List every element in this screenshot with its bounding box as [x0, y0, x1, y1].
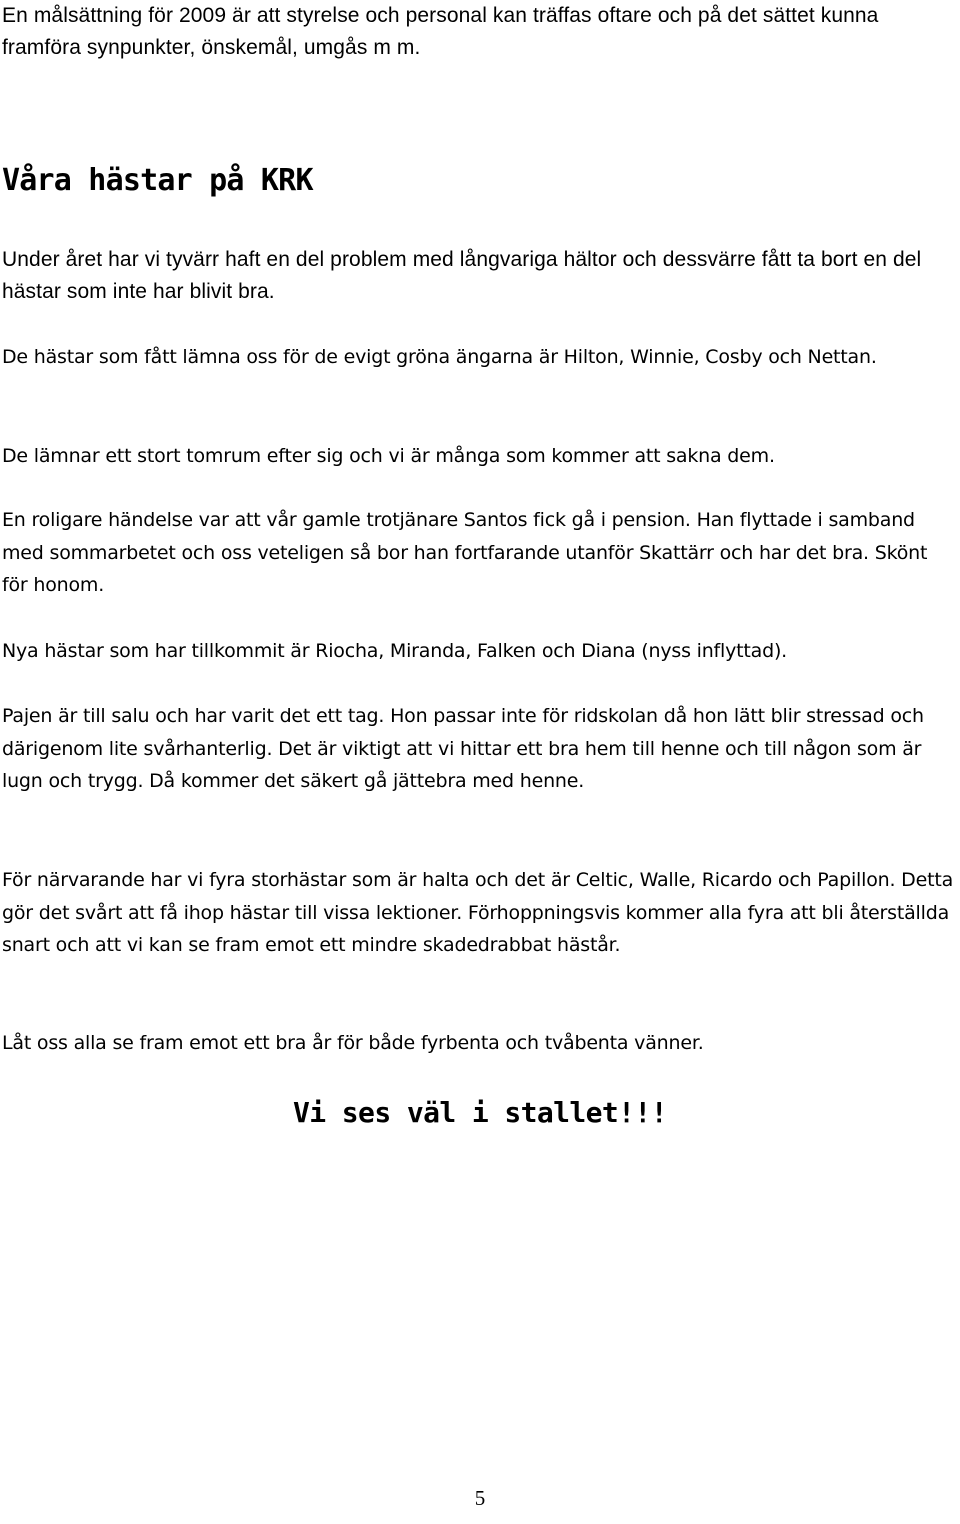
paragraph-santos: En roligare händelse var att vår gamle trotjänare Santos fick gå i pension. Han flyttade i samband med sommarbetet och oss veteligen så bor han fortfarande utanför Skattärr och har det bra. Skönt för honom.	[2, 509, 928, 596]
paragraph-lame-horses: För närvarande har vi fyra storhästar som är halta och det är Celtic, Walle, Ricardo och Papillon. Detta gör det svårt att få ihop hästar till vissa lektioner. Förhoppningsvis kommer alla fyra att bli återställda snart och att vi kan se fram emot ett mindre skadedrabbat hästår.	[2, 869, 954, 956]
paragraph-departed-horses: De hästar som fått lämna oss för de evigt gröna ängarna är Hilton, Winnie, Cosby och Nettan.	[2, 346, 877, 368]
page-number: 5	[474, 1486, 486, 1510]
intro-paragraph: En målsättning för 2009 är att styrelse och personal kan träffas oftare och på det sättet kunna framföra synpunkter, önskemål, umgås m m.	[2, 4, 879, 59]
paragraph-pajen: Pajen är till salu och har varit det ett tag. Hon passar inte för ridskolan då hon lätt blir stressad och därigenom lite svårhanterlig. Det är viktigt att vi hittar ett bra hem till henne och till någon som är lugn och trygg. Då kommer det säkert gå jättebra med henne.	[2, 705, 924, 792]
paragraph-problems: Under året har vi tyvärr haft en del problem med långvariga hältor och dessvärre fått ta bort en del hästar som inte har blivit bra.	[2, 248, 922, 303]
section-heading: Våra hästar på KRK	[2, 163, 313, 198]
paragraph-wishes: Låt oss alla se fram emot ett bra år för både fyrbenta och tvåbenta vänner.	[2, 1032, 704, 1054]
paragraph-new-horses: Nya hästar som har tillkommit är Riocha, Miranda, Falken och Diana (nyss inflyttad).	[2, 640, 788, 662]
paragraph-missed: De lämnar ett stort tomrum efter sig och vi är många som kommer att sakna dem.	[2, 445, 775, 467]
closing-line: Vi ses väl i stallet!!!	[293, 1096, 667, 1129]
